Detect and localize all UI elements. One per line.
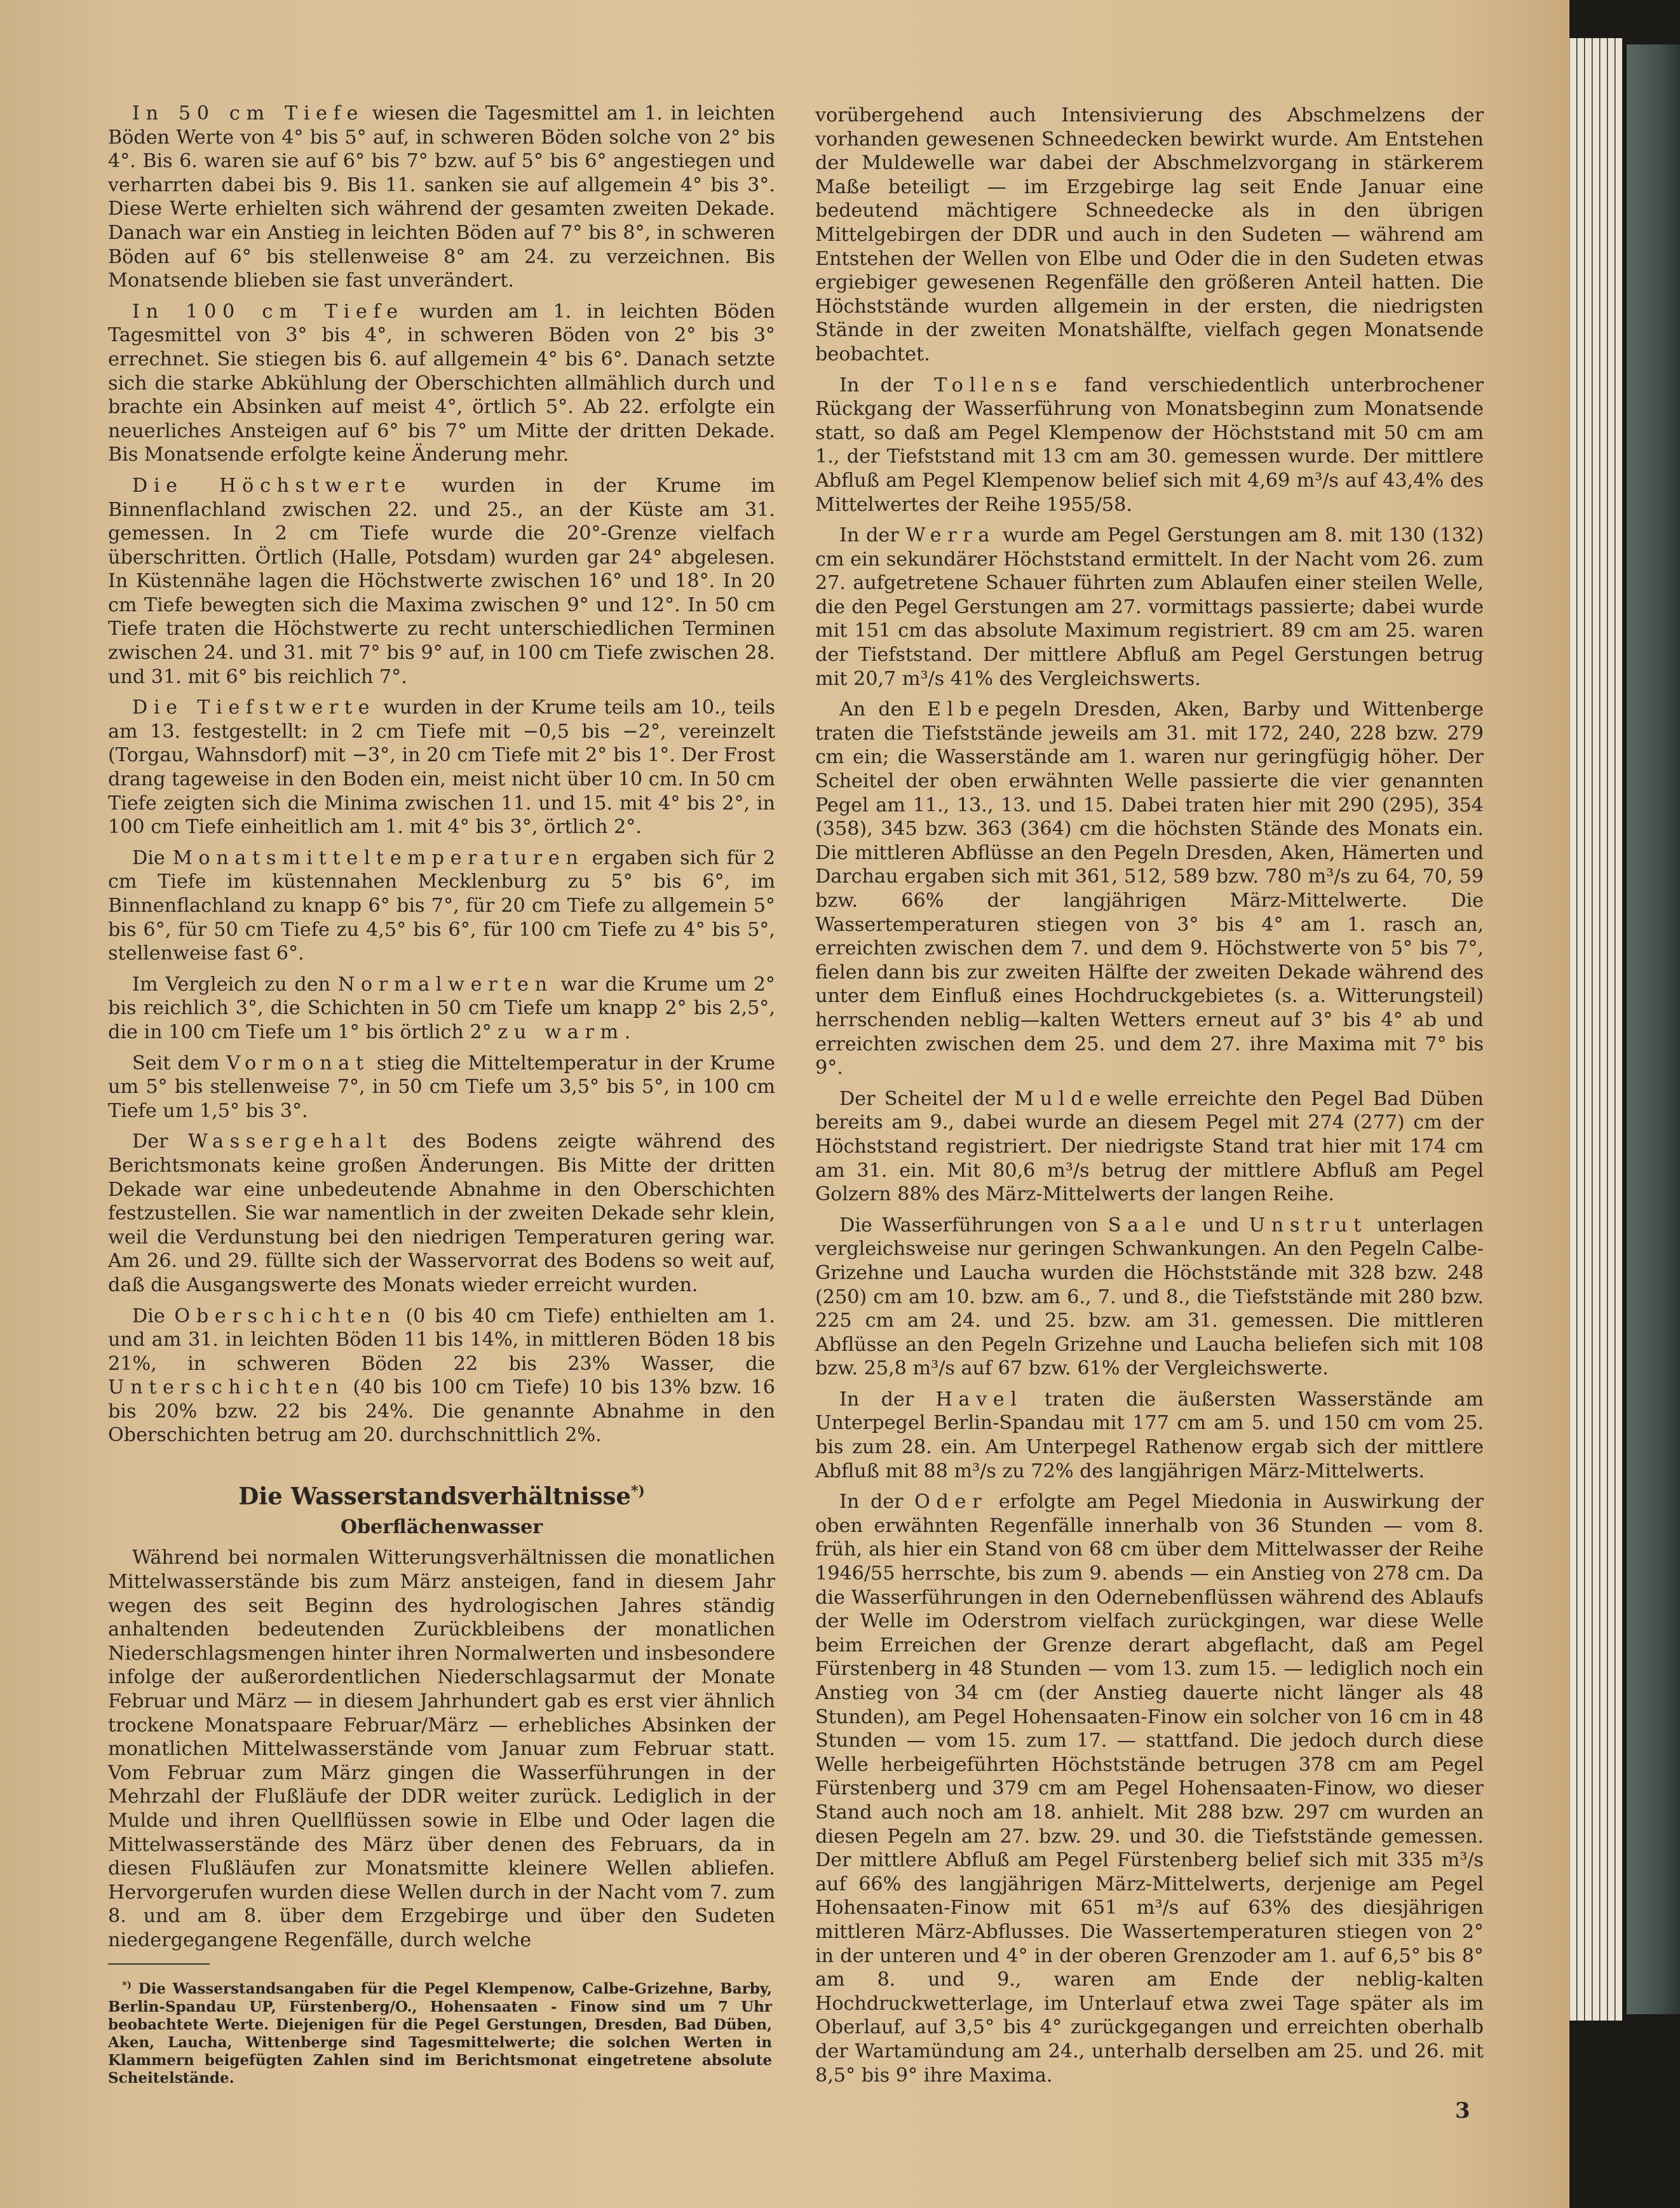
paragraph-wassergehalt [108,1130,775,1297]
section-heading [108,1477,775,1510]
paragraph-text: Der [132,1130,188,1153]
paragraph-text: stieg die Mitteltemperatur in der Krume um 5° bis stellenweise 7°, in 50 cm Tiefe um 3,5° bis 5°, in 100 cm Tiefe um 1,5° bis 3°. [108,1052,776,1122]
paragraph-havel [815,1388,1484,1483]
spaced-term: In 100 cm Tiefe [132,300,404,323]
page-edge [1600,38,1607,2021]
paragraph-text: welle erreichte den Pegel Bad Düben bereits am 9., dabei wurde an diesem Pegel mit 274 (277) cm der Höchststand registriert. Der niedrigste Stand trat hier mit 174 cm am 31. ein. Mit 80,6 m³/s betrug der mittlere Abfluß am Pegel Golzern 88% des März-Mittelwerts der langen Reihe. [815,1087,1484,1206]
spaced-term: Normalwerten [337,973,553,996]
spaced-term: Die Höchstwerte [132,474,412,497]
spaced-term: Oberschichten [174,1304,396,1327]
paragraph-text: Seit dem [132,1052,227,1074]
footnote [108,1976,772,2087]
spaced-term: Oder [914,1491,988,1514]
paragraph-tiefstwerte [108,696,775,839]
page-edge [1592,38,1599,2021]
paragraph-text: In der [839,374,935,396]
paragraph-text: traten die äußersten Wasserstände am Unterpegel Berlin-Spandau mit 177 cm am 5. und 150 cm vom 25. bis zum 28. ein. Am Unterpegel Rathenow ergab sich der mittlere Abfluß mit 88 m³/s zu 72% des langjährigen März-Mittelwerts. [815,1388,1484,1482]
paragraph-text: wurden in der Krume im Binnenflachland zwischen 22. und 25., an der Küste am 31. gemessen. In 2 cm Tiefe wurde die 20°-Grenze vielfach überschritten. Örtlich (Halle, Potsdam) wurden gar 24° abgelesen. In Küstennähe lagen die Höchstwerte zwischen 16° und 18°. In 20 cm Tiefe bewegten sich die Maxima zwischen 9° und 12°. In 50 cm Tiefe traten die Höchstwerte zu recht unterschiedlichen Terminen zwischen 24. und 31. mit 7° bis 9° auf, in 100 cm Tiefe zwischen 28. und 31. mit 6° bis reichlich 7°. [108,474,775,688]
paragraph-text: In der [839,1388,936,1411]
paragraph-text: In der [839,524,906,547]
paragraph-text: (40 bis 100 cm Tiefe) 10 bis 13% bzw. 16 bis 20% bzw. 22 bis 24%. Die genannte Abnahme in den Oberschichten betrug am 20. durchschnittlich 2%. [108,1376,775,1447]
heading-text: Die Wasserstandsverhältnisse [238,1482,631,1510]
paragraph-normalwerte [108,973,775,1045]
spaced-term: Monatsmitteltemperaturen [172,846,585,869]
paragraph-hoechstwerte [108,474,775,689]
paragraph-mulde [815,1087,1484,1207]
spaced-term: zu warm [498,1020,625,1043]
spaced-term: Mulde [1014,1087,1107,1110]
footnote-marker: *) [122,1979,132,1991]
paragraph-text: Die [132,1304,175,1327]
page-edge [1608,38,1615,2021]
paragraph-vormonat [108,1052,775,1123]
paragraph-text: pegeln Dresden, Aken, Barby und Wittenberge traten die Tiefststände jeweils am 31. mit 172, 240, 228 bzw. 279 cm ein; die Wasserstände am 1. waren nur geringfügig höher. Der Scheitel der oben erwähnten Welle passierte die vier genannten Pegel am 11., 13., 13. und 15. Dabei traten hier mit 290 (295), 354 (358), 345 bzw. 363 (364) cm die höchsten Stände des Monats ein. Die mittleren Abflüsse an den Pegeln Dresden, Aken, Hämerten und Darchau ergaben sich mit 361, 512, 589 bzw. 780 m³/s zu 64, 70, 59 bzw. 66% der langjährigen März-Mittelwerte. Die Wassertemperaturen stiegen von 3° bis 4° am 1. rasch an, erreichten zwischen dem 7. und dem 9. Höchstwerte von 5° bis 7°, fielen dann bis zur zweiten Hälfte der zweiten Dekade während des unter dem Einfluß eines Hochdruckgebietes (s. a. Witterungsteil) herrschenden neblig—kalten Wetters erneut auf 3° bis 4° ab und erreichten zwischen dem 25. und dem 27. ihre Maxima mit 7° bis 9°. [815,698,1484,1080]
footnote-divider [108,1963,210,1965]
paragraph-text: Die Wasserführungen von [839,1214,1108,1236]
spaced-term: Elbe [926,698,996,721]
page-edge [1615,38,1622,2021]
paragraph-elbe [815,698,1484,1080]
paragraph-text: . [624,1020,631,1043]
paragraph-100cm [108,300,775,467]
page-number: 3 [1455,2098,1470,2123]
page-edge [1569,38,1576,2021]
paragraph-text: des Bodens zeigte während des Berichtsmonats keine großen Änderungen. Bis Mitte der dritten Dekade war eine unbedeutende Abnahme in den Oberschichten festzustellen. Sie war namentlich in der zweiten Dekade sehr klein, weil die Verdunstung bei den niedrigen Temperaturen gering war. Am 26. und 29. füllte sich der Wasservorrat des Bodens so weit auf, daß die Ausgangswerte des Monats wieder erreicht wurden. [108,1130,775,1296]
book-cover [1627,44,1680,2014]
footnote-marker: *) [630,1483,645,1500]
paragraph-oberschichten [108,1304,775,1448]
paragraph-text: wurde am Pegel Gerstungen am 8. mit 130 (132) cm ein sekundärer Höchststand ermittelt. In der Nacht vom 26. zum 27. aufgetretene Schauer führten zum Ablaufen einer steilen Welle, die den Pegel Gerstungen am 27. vormittags passierte; dabei wurde mit 151 cm das absolute Maximum registriert. 89 cm am 25. waren der Tiefststand. Der mittlere Abfluß am Pegel Gerstungen betrug mit 20,7 m³/s 41% des Vergleichswerts. [815,524,1484,690]
paragraph-tollense [815,374,1484,517]
left-column [108,102,775,1959]
spaced-term: Unstrut [1249,1214,1367,1236]
paragraph-50cm [108,102,775,293]
paragraph-text: erfolgte am Pegel Miedonia in Auswirkung der oben erwähnten Regenfälle innerhalb von 36 Stunden — vom 8. früh, als hier ein Stand von 68 cm über dem Mittelwasser der Reihe 1946/55 herrschte, bis zum 9. abends — ein Anstieg von 278 cm. Da die Wasserführungen in den Odernebenflüssen während des Ablaufs der Welle im Oderstrom vielfach zurückgingen, war diese Welle beim Erreichen der Grenze derart abgeflacht, daß am Pegel Fürstenberg in 48 Stunden — vom 13. zum 15. — lediglich noch ein Anstieg von 34 cm (der Anstieg dauerte nicht länger als 48 Stunden), am Pegel Hohensaaten-Finow ein solcher von 16 cm in 48 Stunden — vom 15. zum 17. — stattfand. Die jedoch durch diese Welle herbeigeführten Höchststände betrugen 378 cm am Pegel Fürstenberg und 379 cm am Pegel Hohensaaten-Finow, wo dieser Stand auch noch am 18. anhielt. Mit 288 bzw. 297 cm wurden an diesen Pegeln am 27. bzw. 29. und 30. die Tiefststände gemessen. Der mittlere Abfluß am Pegel Fürstenberg belief sich mit 335 m³/s auf 66% des langjährigen März-Mittelwerts, derjenige am Pegel Hohensaaten-Finow mit 651 m³/s auf 63% des diesjährigen mittleren März-Abflusses. Die Wassertemperaturen stiegen von 2° in der unteren und 4° in der oberen Grenzoder am 1. auf 6,5° bis 8° am 8. und 9., waren am Ende der neblig-kalten Hochdruckwetterlage, im Unterlauf etwa zwei Tage später als im Oberlauf, auf 3,5° bis 4° zurückgegangen und erreichten oberhalb der Wartamündung am 24., unterhalb derselben am 25. und 26. mit 8,5° bis 9° ihre Maxima. [815,1491,1484,2087]
spaced-term: Tollense [934,374,1064,396]
paragraph-text: unterlagen vergleichsweise nur geringen Schwankungen. An den Pegeln Calbe-Grizehne und Laucha wurden die Höchststände mit 328 bzw. 248 (250) cm am 10. bzw. am 6., 7. und 8., die Tiefststände mit 280 bzw. 225 cm am 24. und 25. bzw. am 31. gemessen. Die mittleren Abflüsse an den Pegeln Grizehne und Laucha beliefen sich mit 108 bzw. 25,8 m³/s auf 67 bzw. 61% der Vergleichswerte. [815,1214,1484,1380]
spaced-term: Die Tiefstwerte [132,696,376,719]
spaced-term: Wassergehalt [187,1130,393,1153]
right-column [815,104,1484,2094]
paragraph-text: wurden am 1. in leichten Böden Tagesmittel von 3° bis 4°, in schweren Böden von 2° bis 3° errechnet. Sie stiegen bis 6. auf allgemein 4° bis 6°. Danach setzte sich die starke Abkühlung der Oberschichten allmählich durch und brachte ein Absinken auf meist 4°, örtlich 5°. Ab 22. erfolgte ein neuerliches Ansteigen auf 6° bis 7° um Mitte der dritten Dekade. Bis Monatsende erfolgte keine Änderung mehr. [108,300,775,466]
footnote-text: Die Wasserstandsangaben für die Pegel Klempenow, Calbe-Grizehne, Barby, Berlin-Spandau UP, Fürstenberg/O., Hohensaaten - Finow sind um 7 Uhr beobachtete Werte. Diejenigen für die Pegel Gerstungen, Dresden, Bad Düben, Aken, Laucha, Wittenberge sind Tagesmittelwerte; die solchen Werten in Klammern beigefügten Zahlen sind im Berichtsmonat eingetretene absolute Scheitelstände. [108,1980,772,2087]
spaced-term: Werra [905,524,996,547]
page-edge [1585,38,1592,2021]
paragraph-text: Die [132,846,173,869]
paragraph-text: An den [839,698,927,721]
paragraph-werra [815,524,1484,691]
paragraph-monatsmittel [108,846,775,966]
spaced-term: Havel [935,1388,1023,1411]
subsection-heading: Oberflächenwasser [340,1516,543,1539]
paragraph-text: fand verschiedentlich unterbrochener Rückgang der Wasserführung von Monatsbeginn zum Monatsende statt, so daß am Pegel Klempenow der Höchststand mit 50 cm am 1., der Tiefststand mit 13 cm am 30. gemessen wurde. Der mittlere Abfluß am Pegel Klempenow belief sich mit 4,69 m³/s auf 43,4% des Mittelwertes der Reihe 1955/58. [815,374,1484,516]
spaced-term: Saale [1108,1214,1193,1236]
paragraph-oberflaechenwasser: Während bei normalen Witterungsverhältnissen die monatlichen Mittelwasserstände bis zum März ansteigen, fand in diesem Jahr wegen des seit Beginn des hydrologischen Jahres ständig anhaltenden bedeutenden Zurückbleibens der monatlichen Niederschlagsmengen hinter ihren Normalwerten und insbesondere infolge der außerordentlichen Niederschlagsarmut der Monate Februar und März — in diesem Jahrhundert gab es erst vier ähnlich trockene Monatspaare Februar/März — erhebliches Absinken der monatlichen Mittelwasserstände vom Januar zum Februar statt. Vom Februar zum März gingen die Wasserführungen in der Mehrzahl der Flußläufe der DDR weiter zurück. Lediglich in der Mulde und ihren Quellflüssen sowie in Elbe und Oder lagen die Mittelwasserstände des März über denen des Februars, da in diesen Flußläufen zur Monatsmitte kleinere Wellen abliefen. Hervorgerufen wurden diese Wellen durch in der Nacht vom 7. zum 8. und am 8. über dem Erzgebirge und über den Sudeten niedergegangene Regenfälle, durch welche [108,1547,775,1951]
spaced-term: Vormonat [226,1052,370,1074]
paragraph-saale-unstrut [815,1214,1484,1381]
spaced-term: In 50 cm Tiefe [132,102,365,125]
paragraph-text: wiesen die Tagesmittel am 1. in leichten Böden Werte von 4° bis 5° auf, in schweren Böden solche von 2° bis 4°. Bis 6. waren sie auf 6° bis 7° bzw. auf 5° bis 6° angestiegen und verharrten dabei bis 9. Bis 11. sanken sie auf allgemein 4° bis 3°. Diese Werte erhielten sich während der gesamten zweiten Dekade. Danach war ein Anstieg in leichten Böden auf 7° bis 8°, in schweren Böden auf 6° bis stellenweise 8° am 24. zu verzeichnen. Bis Monatsende blieben sie fast unverändert. [108,102,776,292]
paragraph-text: ergaben sich für 2 cm Tiefe im küstennahen Mecklenburg zu 5° bis 6°, im Binnenflachland zu knapp 6° bis 7°, für 20 cm Tiefe zu allgemein 5° bis 6°, für 50 cm Tiefe zu 4,5° bis 6°, für 100 cm Tiefe zu 4° bis 5°, stellenweise fast 6°. [108,846,775,965]
spaced-term: Unterschichten [108,1376,344,1399]
paragraph-text: (0 bis 40 cm Tiefe) enthielten am 1. und am 31. in leichten Böden 11 bis 14%, in mittleren Böden 18 bis 21%, in schweren Böden 22 bis 23% Wasser, die [108,1304,775,1375]
paragraph-text: wurden in der Krume teils am 10., teils am 13. festgestellt: in 2 cm Tiefe mit −0,5 bis −2°, vereinzelt (Torgau, Wahnsdorf) mit −3°, in 20 cm Tiefe mit 2° bis 1°. Der Frost drang tageweise in den Boden ein, meist nicht über 10 cm. In 50 cm Tiefe zeigten sich die Minima zwischen 11. und 15. mit 4° bis 2°, in 100 cm Tiefe einheitlich am 1. mit 4° bis 3°, örtlich 2°. [108,696,776,839]
paragraph-text: In der [839,1491,915,1514]
paragraph-text: Der Scheitel der [839,1087,1015,1110]
paragraph-text: und [1192,1214,1249,1236]
paragraph-text: war die Krume um 2° bis reichlich 3°, die Schichten in 50 cm Tiefe um knapp 2° bis 2,5°, die in 100 cm Tiefe um 1° bis örtlich 2° [108,973,775,1043]
page-edge [1577,38,1584,2021]
paragraph-continuation: vorübergehend auch Intensivierung des Abschmelzens der vorhanden gewesenen Schneedecken bewirkt wurde. Am Entstehen der Muldewelle war dabei der Abschmelzvorgang in stärkerem Maße beteiligt — im Erzgebirge lag seit Ende Januar eine bedeutend mächtigere Schneedecke als in den übrigen Mittelgebirgen der DDR und auch in den Sudeten — während am Entstehen der Wellen von Elbe und Oder die in den Sudeten etwas ergiebiger gewesenen Regenfälle den größeren Anteil hatten. Die Höchststände wurden allgemein in der ersten, die niedrigsten Stände in der zweiten Monatshälfte, vielfach gegen Monatsende beobachtet. [815,104,1484,365]
paragraph-text: Im Vergleich zu den [132,973,338,996]
paragraph-oder [815,1490,1484,2087]
